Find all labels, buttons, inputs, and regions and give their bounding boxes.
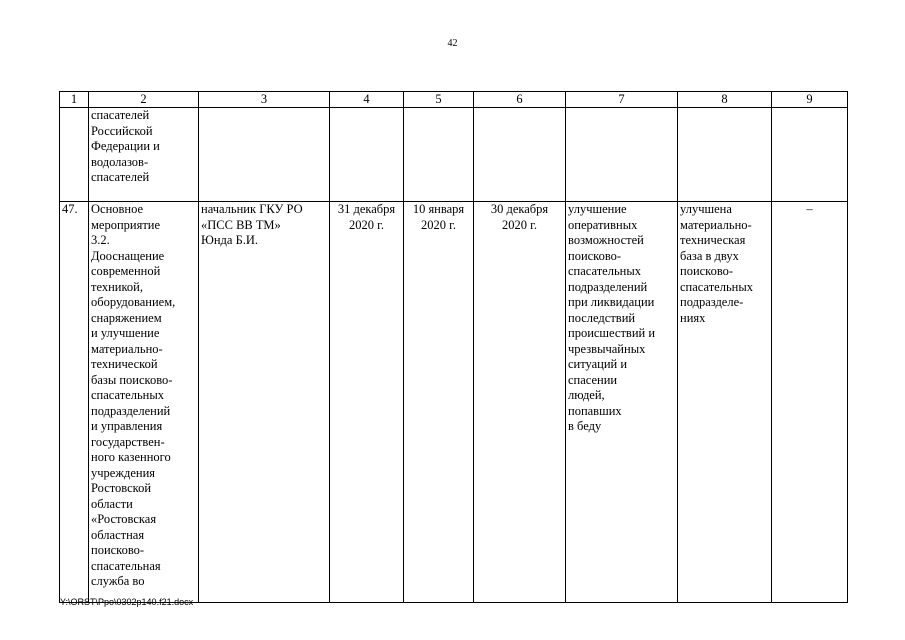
header-cell-5: 5 (404, 92, 474, 108)
report-table (59, 91, 848, 603)
control-date-cell: 30 декабря 2020 г. (474, 202, 566, 603)
header-cell-2: 2 (89, 92, 199, 108)
page-number: 42 (447, 38, 458, 49)
continuation-cell-3 (199, 108, 330, 202)
start-date-cell: 31 декабря 2020 г. (330, 202, 404, 603)
header-cell-4: 4 (330, 92, 404, 108)
responsible-cell: начальник ГКУ РО «ПСС ВВ ТМ» Юнда Б.И. (199, 202, 330, 603)
continuation-row (60, 108, 848, 202)
continuation-cell-4 (330, 108, 404, 202)
problems-cell: – (772, 202, 848, 603)
file-path-footer: Y:\ORST\Ppo\0302p140.f21.docx (60, 597, 194, 607)
header-cell-9: 9 (772, 92, 848, 108)
header-row (60, 92, 848, 108)
header-cell-7: 7 (566, 92, 678, 108)
header-cell-1: 1 (60, 92, 89, 108)
row-number: 47. (60, 202, 89, 603)
continuation-cell-8 (678, 108, 772, 202)
event-name-cell: Основное мероприятие 3.2. Дооснащение современной техникой, оборудованием, снаряжением и улучшение материально- технической базы поисково- спасательных подразделений и управления государствен- ного казенного учреждения Ростовской области «Ростовская областная поисково- спасательная служба во (89, 202, 199, 603)
header-cell-8: 8 (678, 92, 772, 108)
continuation-cell-6 (474, 108, 566, 202)
expected-result-cell: улучшение оперативных возможностей поисково- спасательных подразделений при ликвидации последствий происшествий и чрезвычайных ситуаций и спасении людей, попавших в беду (566, 202, 678, 603)
continuation-cell-7 (566, 108, 678, 202)
continuation-cell-5 (404, 108, 474, 202)
continuation-event-cell: спасателей Российской Федерации и водолазов- спасателей (89, 108, 199, 202)
continuation-cell-9 (772, 108, 848, 202)
header-cell-6: 6 (474, 92, 566, 108)
actual-result-cell: улучшена материально- техническая база в двух поисково- спасательных подразделе- ниях (678, 202, 772, 603)
header-cell-3: 3 (199, 92, 330, 108)
continuation-number-cell (60, 108, 89, 202)
end-date-cell: 10 января 2020 г. (404, 202, 474, 603)
table-row (60, 202, 848, 603)
